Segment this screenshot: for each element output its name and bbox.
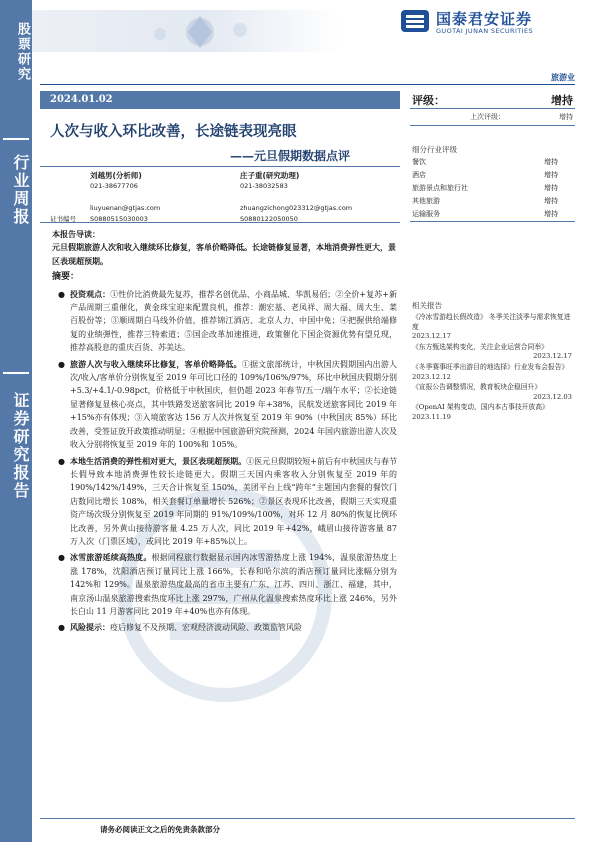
brand-name-cn: 国泰君安证券 [436,10,533,28]
sub-industry-row [412,182,572,195]
related-report-date: 2023.12.17 [412,332,451,341]
sub-industry-heading: 细分行业评级 [412,145,457,154]
related-report-date: 2023.11.19 [412,412,451,421]
sidebar-divider [3,372,29,374]
sub-industry-name: 其他旅游 [412,197,440,205]
bullet-lead: 投资观点： [70,288,111,299]
summary-bullet [52,358,397,452]
left-sidebar [0,0,32,842]
related-reports-heading: 相关报告 [412,301,442,310]
bullet-icon: ● [58,456,65,466]
divider [410,221,575,222]
related-report-date: 2023.12.17 [533,352,572,361]
summary-bullet [52,455,397,549]
bullet-text: 根据同程旅行数据显示国内冰雪游热度上涨 194%，温泉旅游热度上涨 178%，沈阳酒店预订量同比上涨 166%，长春和哈尔滨的酒店预订量同比涨幅分别为 142%和 129%。温泉旅游热度最高的省市主要有广东、江苏、四川、浙江、福建，其中，南京汤山温泉旅游搜索热度环比上涨 297%，广州从化温泉搜索热度环比上涨 246%，另外长白山 11 月游客同比 2019 年+40%也亦有体现。 [70,553,397,616]
assistant-phone: 021-38032583 [240,182,288,190]
related-report-title[interactable]: 《冬季赛事旺季出游目的地选择》行业发布会报告》 [412,362,569,371]
bullet-text: ①据文旅部统计，中秋国庆假期国内出游人次/收入/客单价分别恢复至 2019 年可比口径的 109%/106%/97%，环比中秋国庆假期分别+5.3/+4.1/-0.98pct，价格低于中秋国庆，但仍超 2023 年春节/五一/端午水平；②长途链显著修复显核心亮点，其中铁路发送旅客同比 2019 年+38%，民航发送旅客同比 2019 年+15%亦有体现；③入境旅客达 156 万人次并恢复至 2019 年 90%（中秋国庆 85%）环比改善，受签证放开政策推动明显；④根据中国旅游研究院预测，2024 年国内旅游出游人次及收入分别将恢复至 2019 年的 100%和 105%。 [70,359,398,450]
top-banner [0,0,595,60]
sub-industry-name: 旅游景点和旅行社 [412,184,468,192]
related-report-title[interactable]: 《OpenAI 架构变动，国内本古事技开放高》 [412,403,549,412]
summary-bullet [52,621,397,634]
related-report-title[interactable]: 《东方甄选架构变化，关注企业运营合同举》 [412,342,548,351]
related-report-item[interactable] [412,403,572,422]
assistant-cert: S0880122050050 [240,215,298,223]
rating-value: 增持 [551,94,573,107]
summary-bullet [52,288,397,355]
sidebar-label-weekly: 行业周报 [11,154,30,226]
guide-heading: 本报告导读： [52,229,100,239]
assistant-email[interactable]: zhuangzichong023312@gtjas.com [240,204,353,212]
related-report-title[interactable]: 《冷冰雪游趋长假改造》 冬季关注淡季与需求恢复进度 [412,313,571,331]
bullet-lead: 本地生活消费的弹性相对更大，景区表现超预期。 [70,455,247,466]
date-bar [40,91,400,109]
sidebar-label-report: 证券研究报告 [11,392,30,500]
sub-industry-row [412,169,572,182]
report-title: 人次与收入环比改善，长途链表现亮眼 [50,123,297,140]
related-report-date: 2023.12.12 [412,372,451,381]
report-body [52,228,397,635]
cert-label: 证书编号 [50,215,76,223]
brand-name-en: GUOTAI JUNAN SECURITIES [436,27,534,35]
related-report-title[interactable]: 《宣报公告调整情况，教育板块企稳回升》 [412,383,542,392]
bullet-lead: 冰雪旅游延续高热度。 [70,552,152,563]
bullet-icon: ● [58,289,65,299]
analyst-column-1 [90,170,160,225]
analyst-phone: 021-38677706 [90,182,138,190]
assistant-name: 庄子重(研究助理) [240,171,300,180]
bullet-lead: 风险提示： [70,622,110,633]
rating-label: 评级： [412,94,445,107]
sub-industry-name: 餐饮 [412,158,426,166]
related-report-item[interactable] [412,313,572,342]
bullet-icon: ● [58,553,65,563]
report-subtitle: ——元旦假期数据点评 [230,149,351,163]
divider [40,166,400,167]
rating-box [410,91,575,109]
bullet-text: 疫后修复不及预期、宏观经济波动风险、政策监管风险 [110,623,302,633]
sub-industry-rating: 增持 [544,184,558,192]
divider [40,84,575,85]
analyst-name: 刘越男(分析师) [90,171,142,180]
sub-industry-rating: 增持 [544,197,558,205]
summary-bullet [52,551,397,618]
related-report-item[interactable] [412,363,572,382]
sub-industry-list [412,156,572,221]
industry-tag: 旅游业 [551,72,575,82]
disclaimer-footer: 请务必阅读正文之后的免责条款部分 [100,825,220,834]
report-date: 2024.01.02 [50,94,113,105]
divider [40,222,400,223]
divider [40,818,575,819]
prev-rating-label: 上次评级： [470,113,505,121]
related-report-item[interactable] [412,343,572,362]
sub-industry-rating: 增持 [544,171,558,179]
analyst-label-column [50,170,76,225]
guide-text: 元旦假期旅游人次和收入继续环比修复，客单价略降低。长途链修复显著，本地消费弹性更大，景区表现超预期。 [52,242,396,266]
prev-rating-value: 增持 [559,113,573,121]
sub-industry-row [412,156,572,169]
bullet-icon: ● [58,623,65,633]
sidebar-label-stock-research: 股票研究 [15,22,30,82]
analyst-column-2 [240,170,352,225]
bullet-icon: ● [58,359,65,369]
brand-logo-icon [400,8,430,34]
bullet-lead: 旅游人次与收入继续环比修复，客单价略降低。 [70,358,242,369]
bullet-text: ①医元旦假期较短+前后有中秋国庆与春节长假导致本地消费弹性较长途链更大。假期三天国内乘客收入分别恢复至 2019 年的 190%/142%/149%，三天合计恢复至 150%，美团平台上线“跨年”主题国内套餐的餐饮门店数同比增长 108%，相关套餐订单量增长 526%；②景区表现环比改善，假期三天实现重资产场次级分别恢复至 2019 年同期的 91%/109%/100%，对环 12 月 80%的恢复比例环比改善，另外黄山接待游客量 4.25 万人次，同比 2019 年+42%，峨眉山接待游客量 87 万人次（门票区域），或同比 2019 年+85%以上。 [70,456,398,546]
related-report-date: 2023.12.03 [533,392,572,401]
sub-industry-name: 运输服务 [412,210,440,218]
analyst-cert: S0880515030003 [90,215,148,223]
sub-industry-rating: 增持 [544,158,558,166]
analyst-email[interactable]: liuyuenan@gtjas.com [90,204,161,212]
sub-industry-name: 酒店 [412,171,426,179]
banner-graphic-icon [120,12,280,52]
sidebar-divider [3,138,29,140]
summary-heading: 摘要： [52,272,80,283]
sub-industry-row [412,208,572,221]
bullet-text: ①性价比消费最先复苏，推荐名创优品、小商品城、华凯易佰；②全价+复苏+新产品周期三重催化，黄金珠宝迎来配置良机，推荐：潮宏基、老凤祥、周大福、周大生、菜百股份等；③顺周期白马线外价值，推荐锦江酒店、北京人力、中国中免；④把握供给端修复的业绩弹性，推荐三特索道；⑤国企改革加速推进，政策催化下国企资源优势有望兑现，推荐高股息的重庆百货、苏美达。 [70,289,398,353]
sub-industry-rating: 增持 [544,210,558,218]
related-reports-list [412,313,572,424]
related-report-item[interactable] [412,383,572,402]
sub-industry-row [412,195,572,208]
divider [410,125,575,126]
